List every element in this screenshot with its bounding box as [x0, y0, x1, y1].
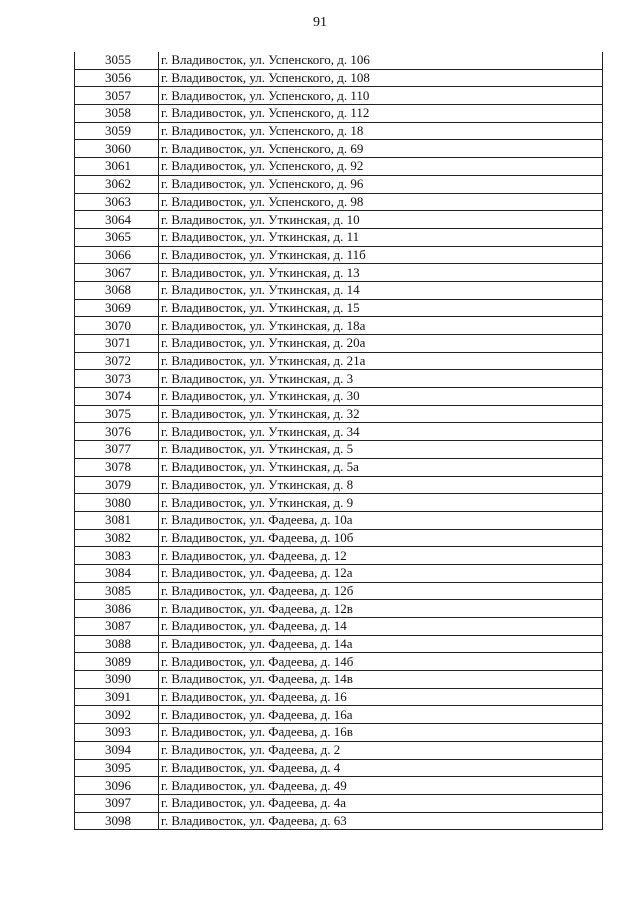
- table-row: [75, 529, 603, 547]
- row-address: г. Владивосток, ул. Фадеева, д. 10б: [159, 529, 603, 547]
- row-address: г. Владивосток, ул. Уткинская, д. 34: [159, 423, 603, 441]
- table-row: [75, 52, 603, 69]
- row-address: г. Владивосток, ул. Успенского, д. 92: [159, 158, 603, 176]
- table-row: [75, 335, 603, 353]
- table-row: [75, 759, 603, 777]
- row-address: г. Владивосток, ул. Уткинская, д. 5: [159, 441, 603, 459]
- row-address: г. Владивосток, ул. Фадеева, д. 16а: [159, 706, 603, 724]
- table-row: [75, 582, 603, 600]
- row-number: 3085: [75, 582, 159, 600]
- table-row: [75, 69, 603, 87]
- row-address: г. Владивосток, ул. Фадеева, д. 49: [159, 777, 603, 795]
- row-number: 3063: [75, 193, 159, 211]
- row-number: 3075: [75, 405, 159, 423]
- row-address: г. Владивосток, ул. Успенского, д. 112: [159, 105, 603, 123]
- row-number: 3069: [75, 299, 159, 317]
- table-row: [75, 671, 603, 689]
- row-number: 3071: [75, 335, 159, 353]
- row-address: г. Владивосток, ул. Фадеева, д. 12а: [159, 564, 603, 582]
- table-row: [75, 441, 603, 459]
- row-address: г. Владивосток, ул. Успенского, д. 69: [159, 140, 603, 158]
- row-number: 3077: [75, 441, 159, 459]
- row-number: 3055: [75, 52, 159, 69]
- row-address: г. Владивосток, ул. Успенского, д. 18: [159, 122, 603, 140]
- row-number: 3059: [75, 122, 159, 140]
- row-address: г. Владивосток, ул. Уткинская, д. 30: [159, 388, 603, 406]
- address-table: [74, 52, 603, 830]
- table-row: [75, 317, 603, 335]
- table-row: [75, 281, 603, 299]
- row-address: г. Владивосток, ул. Уткинская, д. 11б: [159, 246, 603, 264]
- row-number: 3078: [75, 458, 159, 476]
- row-number: 3083: [75, 547, 159, 565]
- table-row: [75, 264, 603, 282]
- row-address: г. Владивосток, ул. Фадеева, д. 14а: [159, 635, 603, 653]
- table-row: [75, 653, 603, 671]
- row-address: г. Владивосток, ул. Фадеева, д. 12: [159, 547, 603, 565]
- table-row: [75, 812, 603, 830]
- page-number: 91: [313, 15, 327, 30]
- row-number: 3079: [75, 476, 159, 494]
- table-row: [75, 794, 603, 812]
- table-row: [75, 370, 603, 388]
- row-address: г. Владивосток, ул. Уткинская, д. 8: [159, 476, 603, 494]
- row-number: 3091: [75, 688, 159, 706]
- row-number: 3081: [75, 511, 159, 529]
- row-number: 3098: [75, 812, 159, 830]
- row-number: 3061: [75, 158, 159, 176]
- table-row: [75, 706, 603, 724]
- row-number: 3066: [75, 246, 159, 264]
- row-address: г. Владивосток, ул. Фадеева, д. 12в: [159, 600, 603, 618]
- row-address: г. Владивосток, ул. Уткинская, д. 10: [159, 211, 603, 229]
- row-number: 3097: [75, 794, 159, 812]
- row-address: г. Владивосток, ул. Фадеева, д. 16: [159, 688, 603, 706]
- row-address: г. Владивосток, ул. Уткинская, д. 13: [159, 264, 603, 282]
- row-address: г. Владивосток, ул. Уткинская, д. 20а: [159, 335, 603, 353]
- table-row: [75, 193, 603, 211]
- row-address: г. Владивосток, ул. Фадеева, д. 16в: [159, 724, 603, 742]
- row-address: г. Владивосток, ул. Фадеева, д. 12б: [159, 582, 603, 600]
- row-number: 3080: [75, 494, 159, 512]
- row-number: 3090: [75, 671, 159, 689]
- row-address: г. Владивосток, ул. Успенского, д. 108: [159, 69, 603, 87]
- row-address: г. Владивосток, ул. Фадеева, д. 4а: [159, 794, 603, 812]
- row-number: 3068: [75, 281, 159, 299]
- row-address: г. Владивосток, ул. Успенского, д. 106: [159, 52, 603, 69]
- row-number: 3074: [75, 388, 159, 406]
- row-address: г. Владивосток, ул. Уткинская, д. 15: [159, 299, 603, 317]
- row-address: г. Владивосток, ул. Фадеева, д. 14б: [159, 653, 603, 671]
- table-row: [75, 547, 603, 565]
- table-row: [75, 564, 603, 582]
- row-address: г. Владивосток, ул. Успенского, д. 110: [159, 87, 603, 105]
- table-row: [75, 158, 603, 176]
- table-row: [75, 140, 603, 158]
- row-number: 3076: [75, 423, 159, 441]
- row-number: 3072: [75, 352, 159, 370]
- table-row: [75, 724, 603, 742]
- row-number: 3084: [75, 564, 159, 582]
- row-address: г. Владивосток, ул. Фадеева, д. 4: [159, 759, 603, 777]
- table-row: [75, 618, 603, 636]
- table-row: [75, 175, 603, 193]
- table-row: [75, 87, 603, 105]
- table-row: [75, 458, 603, 476]
- table-row: [75, 777, 603, 795]
- row-address: г. Владивосток, ул. Фадеева, д. 14в: [159, 671, 603, 689]
- table-row: [75, 741, 603, 759]
- row-address: г. Владивосток, ул. Уткинская, д. 32: [159, 405, 603, 423]
- row-address: г. Владивосток, ул. Уткинская, д. 14: [159, 281, 603, 299]
- row-number: 3086: [75, 600, 159, 618]
- table-row: [75, 105, 603, 123]
- table-row: [75, 299, 603, 317]
- address-table-body: [75, 52, 603, 830]
- row-address: г. Владивосток, ул. Фадеева, д. 63: [159, 812, 603, 830]
- row-address: г. Владивосток, ул. Успенского, д. 96: [159, 175, 603, 193]
- table-row: [75, 122, 603, 140]
- table-row: [75, 688, 603, 706]
- table-row: [75, 228, 603, 246]
- table-row: [75, 246, 603, 264]
- row-address: г. Владивосток, ул. Уткинская, д. 9: [159, 494, 603, 512]
- row-number: 3087: [75, 618, 159, 636]
- row-address: г. Владивосток, ул. Успенского, д. 98: [159, 193, 603, 211]
- row-number: 3056: [75, 69, 159, 87]
- row-number: 3064: [75, 211, 159, 229]
- table-row: [75, 211, 603, 229]
- row-number: 3067: [75, 264, 159, 282]
- table-row: [75, 476, 603, 494]
- row-number: 3095: [75, 759, 159, 777]
- table-row: [75, 423, 603, 441]
- row-number: 3070: [75, 317, 159, 335]
- table-row: [75, 600, 603, 618]
- table-row: [75, 352, 603, 370]
- table-row: [75, 494, 603, 512]
- row-number: 3088: [75, 635, 159, 653]
- table-row: [75, 405, 603, 423]
- table-row: [75, 388, 603, 406]
- row-address: г. Владивосток, ул. Уткинская, д. 3: [159, 370, 603, 388]
- row-address: г. Владивосток, ул. Уткинская, д. 18а: [159, 317, 603, 335]
- row-address: г. Владивосток, ул. Фадеева, д. 14: [159, 618, 603, 636]
- row-address: г. Владивосток, ул. Фадеева, д. 2: [159, 741, 603, 759]
- row-address: г. Владивосток, ул. Фадеева, д. 10а: [159, 511, 603, 529]
- row-number: 3082: [75, 529, 159, 547]
- row-number: 3096: [75, 777, 159, 795]
- table-row: [75, 511, 603, 529]
- row-number: 3073: [75, 370, 159, 388]
- row-number: 3062: [75, 175, 159, 193]
- row-number: 3065: [75, 228, 159, 246]
- row-address: г. Владивосток, ул. Уткинская, д. 11: [159, 228, 603, 246]
- row-address: г. Владивосток, ул. Уткинская, д. 5а: [159, 458, 603, 476]
- row-number: 3060: [75, 140, 159, 158]
- row-number: 3057: [75, 87, 159, 105]
- row-number: 3092: [75, 706, 159, 724]
- row-address: г. Владивосток, ул. Уткинская, д. 21а: [159, 352, 603, 370]
- row-number: 3089: [75, 653, 159, 671]
- table-row: [75, 635, 603, 653]
- row-number: 3093: [75, 724, 159, 742]
- row-number: 3094: [75, 741, 159, 759]
- row-number: 3058: [75, 105, 159, 123]
